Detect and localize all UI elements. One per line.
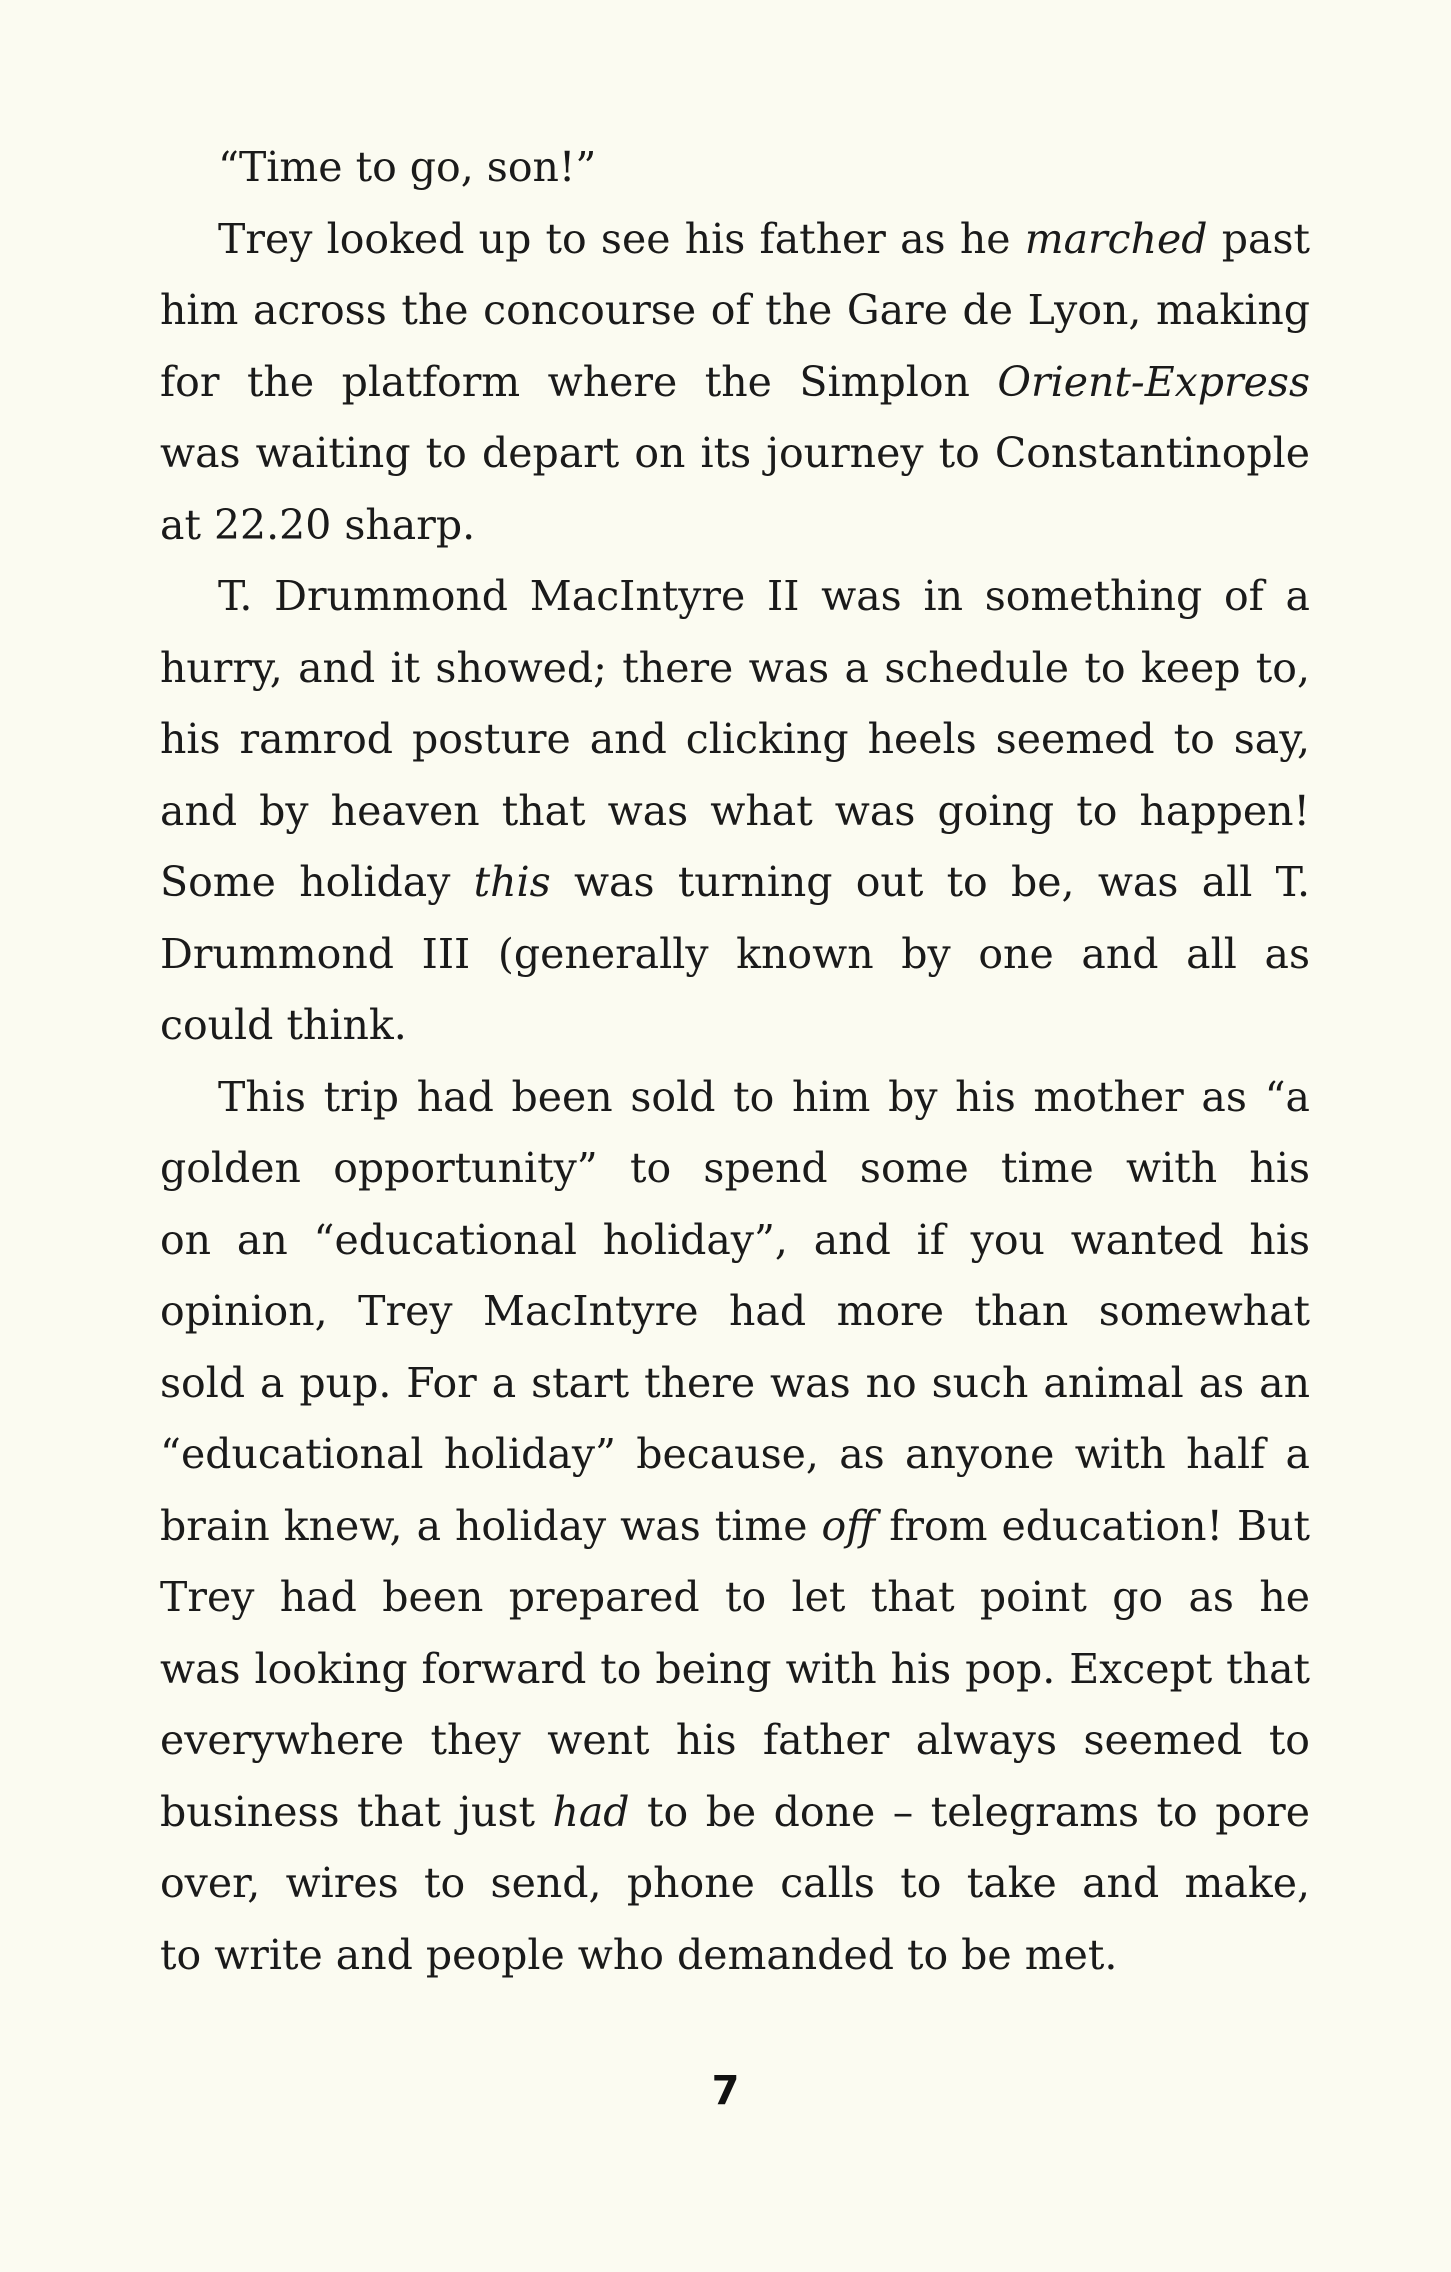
text-segment: brain knew, a holiday was time	[160, 1501, 822, 1550]
text-line	[160, 1062, 1310, 1134]
text-line	[160, 919, 1310, 991]
text-line	[160, 1562, 1310, 1634]
text-segment: T. Drummond MacIntyre II was in something of a	[218, 572, 1310, 620]
text-segment: “Time to go, son!”	[218, 143, 597, 191]
text-line	[160, 847, 1310, 919]
italic-text: off	[821, 1501, 876, 1550]
italic-text: had	[552, 1787, 630, 1836]
text-line	[160, 1920, 1310, 1992]
text-line	[160, 1419, 1310, 1491]
text-line	[160, 132, 1310, 204]
text-segment: Trey had been prepared to let that point go as he	[160, 1573, 1310, 1621]
text-line	[160, 776, 1310, 848]
text-segment: over, wires to send, phone calls to take and make,	[160, 1859, 1310, 1907]
text-segment: past	[1207, 214, 1310, 263]
text-line	[160, 1205, 1310, 1277]
text-segment: Trey looked up to see his father as he	[218, 214, 1025, 263]
text-segment: him across the concourse of the Gare de Lyon, making	[160, 286, 1310, 334]
text-segment: golden opportunity” to spend some time with his	[160, 1144, 1310, 1192]
text-segment: his ramrod posture and clicking heels seemed to say,	[160, 715, 1310, 763]
text-line	[160, 561, 1310, 633]
text-line	[160, 490, 1310, 562]
text-segment: business that just	[160, 1787, 553, 1836]
text-line	[160, 633, 1310, 705]
text-segment: opinion, Trey MacIntyre had more than somewhat	[160, 1287, 1310, 1335]
text-line	[160, 1777, 1310, 1849]
text-line	[160, 1276, 1310, 1348]
text-segment: Some holiday	[160, 858, 474, 906]
text-segment: hurry, and it showed; there was a schedule to keep to,	[160, 643, 1310, 692]
text-segment: to write and people who demanded to be met.	[160, 1930, 1118, 1979]
text-segment: everywhere they went his father always seemed to	[160, 1716, 1310, 1764]
text-segment: from education! But	[875, 1501, 1310, 1550]
text-line	[160, 1848, 1310, 1920]
text-segment: could think.	[160, 1001, 407, 1049]
text-line	[160, 347, 1310, 419]
text-line	[160, 1634, 1310, 1706]
text-segment: was turning out to be, was all T.	[550, 858, 1310, 906]
text-segment: on an “educational holiday”, and if you wanted his	[160, 1215, 1310, 1264]
text-segment: “educational holiday” because, as anyone with half a	[160, 1430, 1310, 1478]
text-line	[160, 1133, 1310, 1205]
text-line	[160, 704, 1310, 776]
italic-text: this	[473, 858, 551, 906]
text-segment: to be done – telegrams to pore	[629, 1787, 1310, 1836]
page-number: 7	[711, 2068, 740, 2114]
text-segment: Drummond III (generally known by one and all as	[160, 929, 1310, 978]
text-segment: was waiting to depart on its journey to Constantinople	[160, 429, 1310, 477]
text-line	[160, 418, 1310, 490]
text-segment: This trip had been sold to him by his mother as “a	[218, 1072, 1310, 1121]
text-segment: sold a pup. For a start there was no such animal as an	[160, 1358, 1310, 1407]
text-segment: at 22.20 sharp.	[160, 500, 476, 549]
text-segment: for the platform where the Simplon	[160, 357, 998, 406]
text-segment: and by heaven that was what was going to happen!	[160, 786, 1310, 835]
body-text	[160, 132, 1310, 1991]
text-line	[160, 1348, 1310, 1420]
text-line	[160, 204, 1310, 276]
text-line	[160, 990, 1310, 1062]
italic-text: marched	[1024, 214, 1208, 263]
text-line	[160, 1705, 1310, 1777]
text-segment: was looking forward to being with his pop. Except that	[160, 1644, 1310, 1693]
italic-text: Orient-Express	[997, 357, 1310, 406]
text-line	[160, 1491, 1310, 1563]
text-line	[160, 275, 1310, 347]
